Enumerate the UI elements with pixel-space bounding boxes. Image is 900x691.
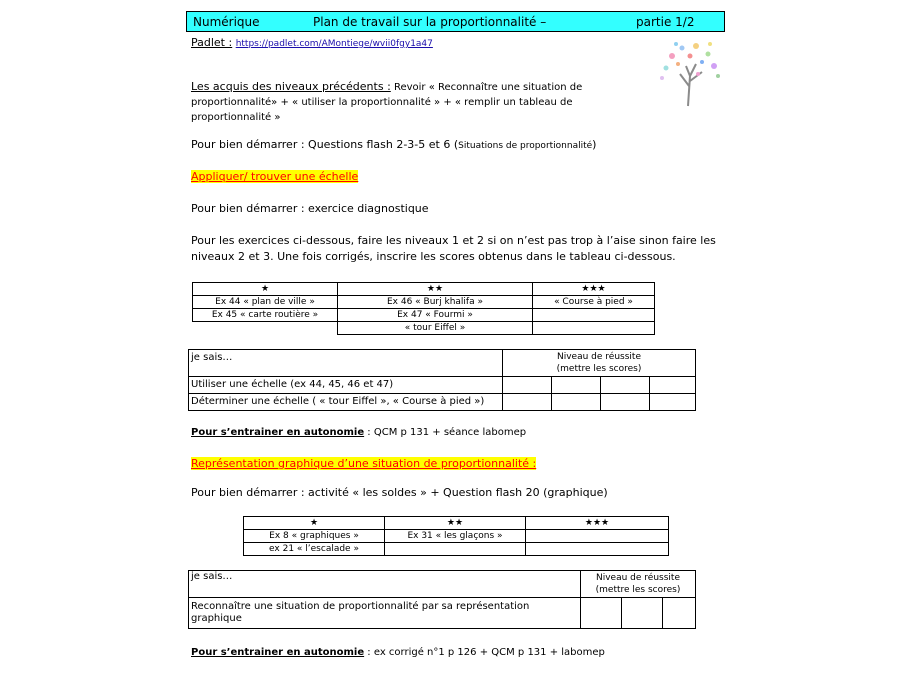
score-cell[interactable] — [581, 598, 622, 629]
demarrer-flash-text: Pour bien démarrer : Questions flash 2-3-5 et 6 ( — [191, 138, 459, 151]
table-cell — [526, 543, 669, 556]
score-cell[interactable] — [650, 394, 696, 411]
section2-title-wrap — [191, 457, 536, 470]
header-part: partie 1/2 — [636, 15, 695, 29]
score-cell[interactable] — [503, 377, 552, 394]
table-cell: « tour Eiffel » — [338, 322, 533, 335]
score-cell[interactable] — [650, 377, 696, 394]
table-cell: ex 21 « l’escalade » — [244, 543, 385, 556]
table-cell — [533, 322, 655, 335]
table-cell: « Course à pied » — [533, 296, 655, 309]
header-subject: Numérique — [193, 15, 260, 29]
padlet-link[interactable]: https://padlet.com/AMontiege/wvii0fgy1a47 — [235, 39, 433, 49]
table-cell — [193, 322, 338, 335]
section1-instr2: niveaux 2 et 3. Une fois corrigés, inscrire les scores obtenus dans le tableau ci-dessous. — [191, 250, 676, 263]
tree-illustration — [652, 36, 728, 108]
header-cell: ★★★ — [526, 517, 669, 530]
table-cell — [533, 309, 655, 322]
demarrer-flash-small: Situations de proportionnalité — [458, 141, 593, 151]
table-cell: Ex 46 « Burj khalifa » — [338, 296, 533, 309]
autonomie-label: Pour s’entrainer en autonomie — [191, 427, 365, 438]
acquis-line1: Revoir « Reconnaître une situation de — [393, 82, 583, 93]
header-cell: ★★ — [338, 283, 533, 296]
niveau-line1: Niveau de réussite — [557, 352, 641, 362]
table-cell — [385, 543, 526, 556]
table-row — [244, 517, 669, 530]
header-cell: ★ — [244, 517, 385, 530]
section2-demarrer: Pour bien démarrer : activité « les soldes » + Question flash 20 (graphique) — [191, 486, 608, 499]
skill-label: Déterminer une échelle ( « tour Eiffel », « Course à pied ») — [189, 394, 503, 411]
acquis-block — [191, 79, 582, 125]
skills-header: je sais… — [189, 571, 581, 598]
section2-autonomie — [191, 647, 605, 658]
section1-exercise-table — [192, 282, 655, 335]
skill-label: Utiliser une échelle (ex 44, 45, 46 et 47) — [189, 377, 503, 394]
acquis-label: Les acquis des niveaux précédents : — [191, 80, 391, 93]
section1-skills-table — [188, 349, 696, 411]
padlet-label: Padlet : — [191, 36, 233, 49]
niveau-line2: (mettre les scores) — [556, 364, 642, 374]
header-banner — [186, 11, 725, 32]
tree-icon — [652, 36, 728, 108]
autonomie-text: : QCM p 131 + séance labomep — [364, 427, 527, 438]
table-row — [244, 543, 669, 556]
table-row — [193, 296, 655, 309]
score-cell[interactable] — [622, 598, 663, 629]
score-cell[interactable] — [552, 394, 601, 411]
header-cell: ★ — [193, 283, 338, 296]
section1-autonomie — [191, 427, 526, 438]
padlet-line — [191, 36, 433, 49]
niveau-header — [503, 350, 696, 377]
section1-title: Appliquer/ trouver une échelle — [191, 170, 359, 183]
table-row — [193, 309, 655, 322]
score-cell[interactable] — [663, 598, 696, 629]
table-row — [189, 377, 696, 394]
demarrer-flash-close: ) — [592, 138, 597, 151]
demarrer-flash — [191, 138, 596, 151]
autonomie-text: : ex corrigé n°1 p 126 + QCM p 131 + labomep — [364, 647, 605, 658]
header-title: Plan de travail sur la proportionnalité – — [313, 15, 547, 29]
section2-exercise-table — [243, 516, 669, 556]
section1-instructions — [191, 233, 731, 265]
table-row — [189, 394, 696, 411]
section1-title-wrap — [191, 170, 358, 183]
table-row — [244, 530, 669, 543]
score-cell[interactable] — [503, 394, 552, 411]
header-cell: ★★★ — [533, 283, 655, 296]
table-cell: Ex 47 « Fourmi » — [338, 309, 533, 322]
niveau-line1: Niveau de réussite — [596, 573, 680, 583]
score-cell[interactable] — [601, 377, 650, 394]
table-cell: Ex 45 « carte routière » — [193, 309, 338, 322]
table-cell: Ex 31 « les glaçons » — [385, 530, 526, 543]
table-row — [189, 350, 696, 377]
niveau-line2: (mettre les scores) — [595, 585, 681, 595]
table-cell — [526, 530, 669, 543]
table-cell: Ex 44 « plan de ville » — [193, 296, 338, 309]
table-cell: Ex 8 « graphiques » — [244, 530, 385, 543]
table-row — [193, 322, 655, 335]
niveau-header — [581, 571, 696, 598]
skills-header: je sais… — [189, 350, 503, 377]
score-cell[interactable] — [601, 394, 650, 411]
score-cell[interactable] — [552, 377, 601, 394]
acquis-line3: proportionnalité » — [191, 112, 281, 123]
acquis-line2: proportionnalité» + « utiliser la proportionnalité » + « remplir un tableau de — [191, 97, 573, 108]
header-cell: ★★ — [385, 517, 526, 530]
section2-skills-table — [188, 570, 696, 629]
table-row — [189, 598, 696, 629]
autonomie-label: Pour s’entrainer en autonomie — [191, 647, 365, 658]
section1-instr1: Pour les exercices ci-dessous, faire les niveaux 1 et 2 si on n’est pas trop à l’aise sinon faire les — [191, 234, 716, 247]
skill-label: Reconnaître une situation de proportionnalité par sa représentation graphique — [189, 598, 581, 629]
table-row — [189, 571, 696, 598]
section1-demarrer: Pour bien démarrer : exercice diagnostique — [191, 202, 429, 215]
section2-title: Représentation graphique d’une situation de proportionnalité : — [191, 457, 537, 470]
table-row — [193, 283, 655, 296]
